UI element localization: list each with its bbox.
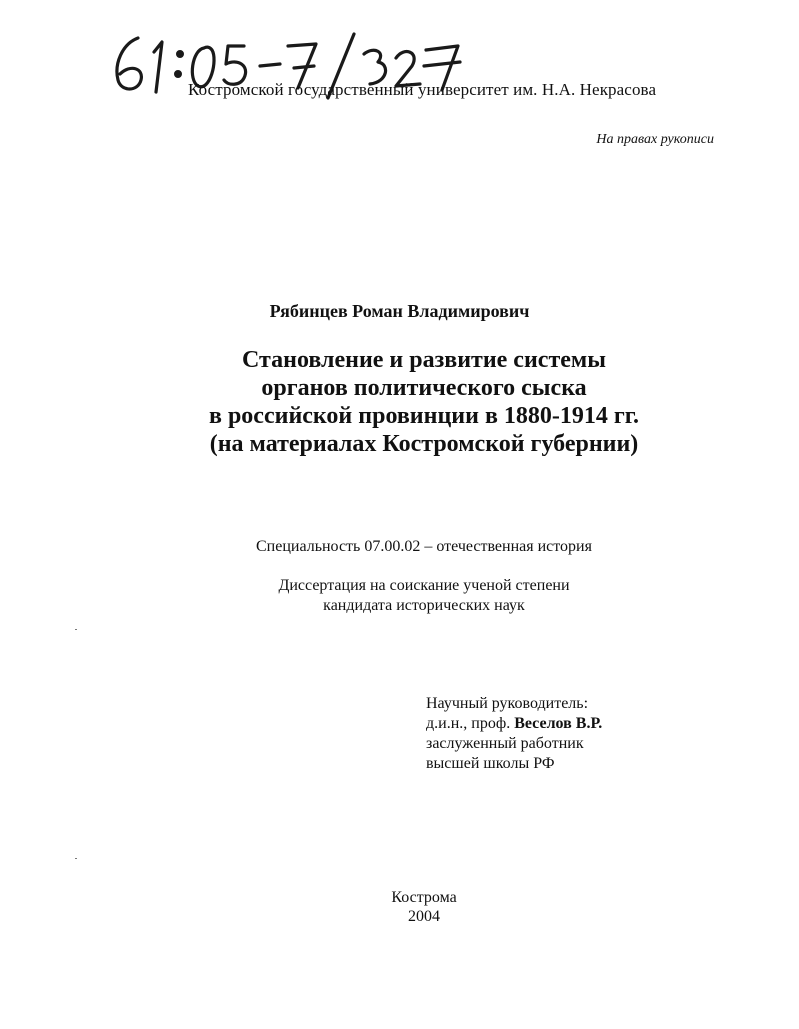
city: Кострома [391, 889, 457, 906]
scan-speck [75, 629, 77, 630]
year: 2004 [408, 908, 440, 925]
degree-line: Диссертация на соискание ученой степени [278, 577, 570, 594]
scientific-advisor-block [426, 694, 602, 774]
advisor-name-line [426, 714, 602, 734]
advisor-honor-line-1: заслуженный работник [426, 735, 584, 752]
advisor-honor-line-2: высшей школы РФ [426, 755, 555, 772]
degree-statement [0, 576, 799, 616]
advisor-name: Веселов В.Р. [514, 715, 603, 732]
title-line: в российской провинции в 1880-1914 гг. [209, 403, 639, 429]
scan-speck [75, 858, 77, 859]
place-and-year [0, 888, 799, 926]
title-line: (на материалах Костромской губернии) [209, 431, 639, 457]
dissertation-title [0, 346, 799, 458]
title-line: органов политического сыска [261, 375, 587, 401]
university-name: Костромской государственный университет им. Н.А. Некрасова [188, 80, 657, 99]
manuscript-rights-note: На правах рукописи [596, 132, 714, 147]
specialty-line: Специальность 07.00.02 – отечественная история [256, 538, 592, 555]
advisor-label: Научный руководитель: [426, 695, 589, 712]
degree-line: кандидата исторических наук [323, 597, 525, 614]
title-line: Становление и развитие системы [242, 347, 606, 373]
advisor-degree: д.и.н., проф. [426, 715, 511, 732]
author-name: Рябинцев Роман Владимирович [269, 301, 530, 321]
